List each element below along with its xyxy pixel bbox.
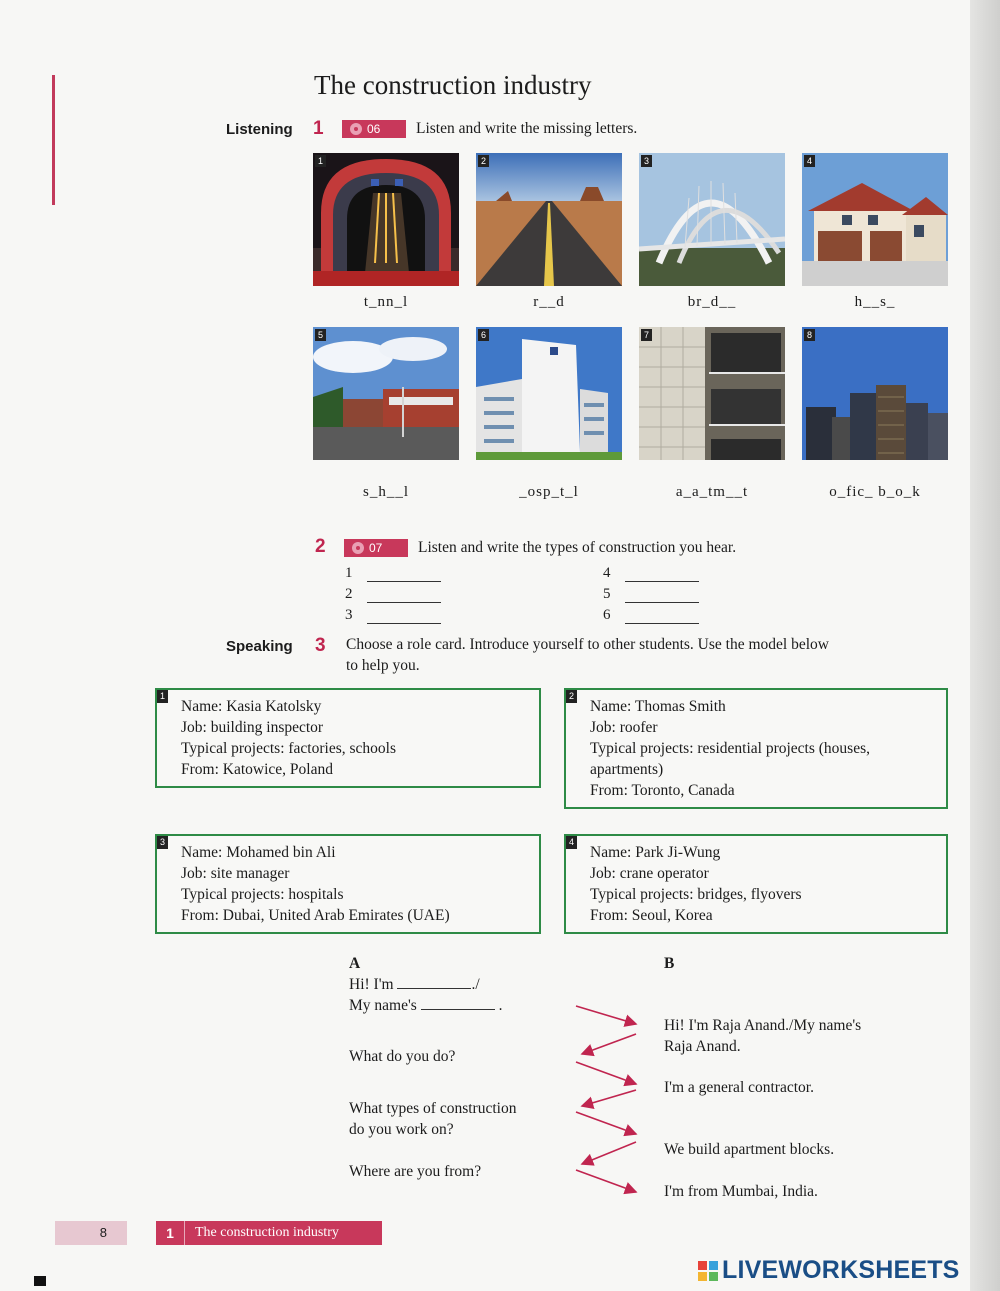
liveworksheets-logo[interactable] [698, 1256, 960, 1285]
answer-number: 6 [603, 607, 611, 623]
dialogue-b-from: I'm from Mumbai, India. [664, 1183, 818, 1200]
unit-tab [156, 1221, 382, 1245]
exercise-number: 1 [313, 118, 324, 139]
card-line: Job: roofer [590, 719, 658, 736]
answer-blank[interactable] [625, 569, 699, 582]
exercise-instruction-line2: to help you. [346, 657, 420, 674]
audio-track-badge[interactable] [342, 120, 406, 138]
photo-number: 7 [641, 329, 652, 341]
photo-tunnel [313, 153, 459, 286]
card-line: Job: building inspector [181, 719, 324, 736]
exercise-number: 3 [315, 635, 326, 656]
dialogue-b-greeting: Hi! I'm Raja Anand./My name's [664, 1017, 862, 1034]
answer-row [603, 565, 699, 582]
section-label-speaking: Speaking [226, 638, 293, 655]
answer-row [603, 607, 699, 624]
photo-house [802, 153, 948, 286]
card-line: Name: Park Ji-Wung [590, 844, 721, 861]
role-card-2[interactable] [564, 688, 948, 809]
photo-caption: br_d__ [687, 294, 737, 310]
page-edge-shadow [970, 0, 1000, 1291]
card-number: 2 [566, 690, 577, 703]
speaker-a-heading: A [349, 955, 361, 972]
photo-road [476, 153, 622, 286]
dialogue-text: . [498, 997, 503, 1014]
role-card-1[interactable] [155, 688, 541, 788]
audio-track-badge[interactable] [344, 539, 408, 557]
card-line: Typical projects: bridges, flyovers [590, 886, 802, 903]
answer-blank[interactable] [367, 611, 441, 624]
dialogue-text: ./ [471, 976, 480, 993]
card-line: From: Katowice, Poland [181, 761, 333, 778]
exercise-instruction: Listen and write the missing letters. [416, 120, 638, 137]
answer-number: 2 [345, 586, 353, 602]
photo-number: 4 [804, 155, 815, 167]
photo-bridge [639, 153, 785, 286]
dialogue-a-greeting [349, 974, 480, 995]
dialogue-arrows [570, 1000, 650, 1200]
scan-mark [34, 1276, 46, 1286]
answer-blank[interactable] [625, 611, 699, 624]
brand-icon [698, 1261, 718, 1281]
page-number: 8 [55, 1221, 127, 1245]
card-line: From: Dubai, United Arab Emirates (UAE) [181, 907, 450, 924]
photo-apartment [639, 327, 785, 460]
name-blank[interactable] [421, 997, 495, 1010]
dialogue-b-job: I'm a general contractor. [664, 1079, 814, 1096]
cd-icon [352, 542, 364, 554]
brand-text: LIVEWORKSHEETS [722, 1256, 960, 1284]
dialogue-text: Hi! I'm [349, 976, 394, 993]
photo-number: 8 [804, 329, 815, 341]
photo-number: 1 [315, 155, 326, 167]
photo-number: 6 [478, 329, 489, 341]
card-line: Job: crane operator [590, 865, 709, 882]
answer-blank[interactable] [367, 569, 441, 582]
photo-caption: r__d [533, 294, 565, 310]
section-label-listening: Listening [226, 121, 293, 138]
unit-title: The construction industry [195, 1225, 339, 1240]
exercise-instruction-line1: Choose a role card. Introduce yourself to other students. Use the model below [346, 636, 829, 653]
photo-caption: t_nn_l [363, 294, 409, 310]
card-line: apartments) [590, 761, 664, 778]
dialogue-a-name [349, 995, 502, 1016]
card-line: Typical projects: hospitals [181, 886, 344, 903]
card-line: Typical projects: residential projects (houses, [590, 740, 870, 757]
photo-school [313, 327, 459, 460]
track-number: 07 [369, 541, 383, 555]
answer-number: 4 [603, 565, 611, 581]
photo-hospital [476, 327, 622, 460]
card-line: Name: Mohamed bin Ali [181, 844, 336, 861]
exercise-instruction: Listen and write the types of construction you hear. [418, 539, 737, 556]
page-title: The construction industry [314, 70, 592, 100]
answer-row [345, 586, 441, 603]
card-number: 4 [566, 836, 577, 849]
name-blank[interactable] [397, 976, 471, 989]
answer-row [603, 586, 699, 603]
speaker-b-heading: B [664, 955, 675, 972]
track-number: 06 [367, 122, 381, 136]
card-line: Name: Thomas Smith [590, 698, 726, 715]
dialogue-text: My name's [349, 997, 417, 1014]
photo-number: 2 [478, 155, 489, 167]
card-line: From: Seoul, Korea [590, 907, 713, 924]
dialogue-a-question-types: What types of construction [349, 1100, 517, 1117]
dialogue-a-question-job: What do you do? [349, 1048, 456, 1065]
unit-number: 1 [156, 1221, 185, 1245]
card-line: Typical projects: factories, schools [181, 740, 396, 757]
photo-caption: s_h__l [362, 484, 409, 500]
card-number: 3 [157, 836, 168, 849]
cd-icon [350, 123, 362, 135]
dialogue-b-types: We build apartment blocks. [664, 1141, 835, 1158]
card-line: Job: site manager [181, 865, 290, 882]
answer-blank[interactable] [367, 590, 441, 603]
answer-blank[interactable] [625, 590, 699, 603]
role-card-3[interactable] [155, 834, 541, 934]
margin-marker [52, 75, 55, 205]
photo-caption: a_a_tm__t [675, 484, 749, 500]
card-line: From: Toronto, Canada [590, 782, 735, 799]
photo-number: 3 [641, 155, 652, 167]
answer-number: 3 [345, 607, 353, 623]
photo-caption: h__s_ [854, 294, 896, 310]
photo-number: 5 [315, 329, 326, 341]
dialogue-a-question-types-cont: do you work on? [349, 1121, 454, 1138]
dialogue-a-question-from: Where are you from? [349, 1163, 482, 1180]
answer-row [345, 565, 441, 582]
photo-caption: _osp_t_l [519, 484, 579, 500]
exercise-number: 2 [315, 536, 326, 557]
card-number: 1 [157, 690, 168, 703]
role-card-4[interactable] [564, 834, 948, 934]
card-line: Name: Kasia Katolsky [181, 698, 322, 715]
photo-caption: o_fic_ b_o_k [829, 484, 921, 500]
answer-number: 5 [603, 586, 611, 602]
answer-row [345, 607, 441, 624]
photo-office-block [802, 327, 948, 460]
answer-number: 1 [345, 565, 353, 581]
dialogue-b-greeting-cont: Raja Anand. [664, 1038, 741, 1055]
